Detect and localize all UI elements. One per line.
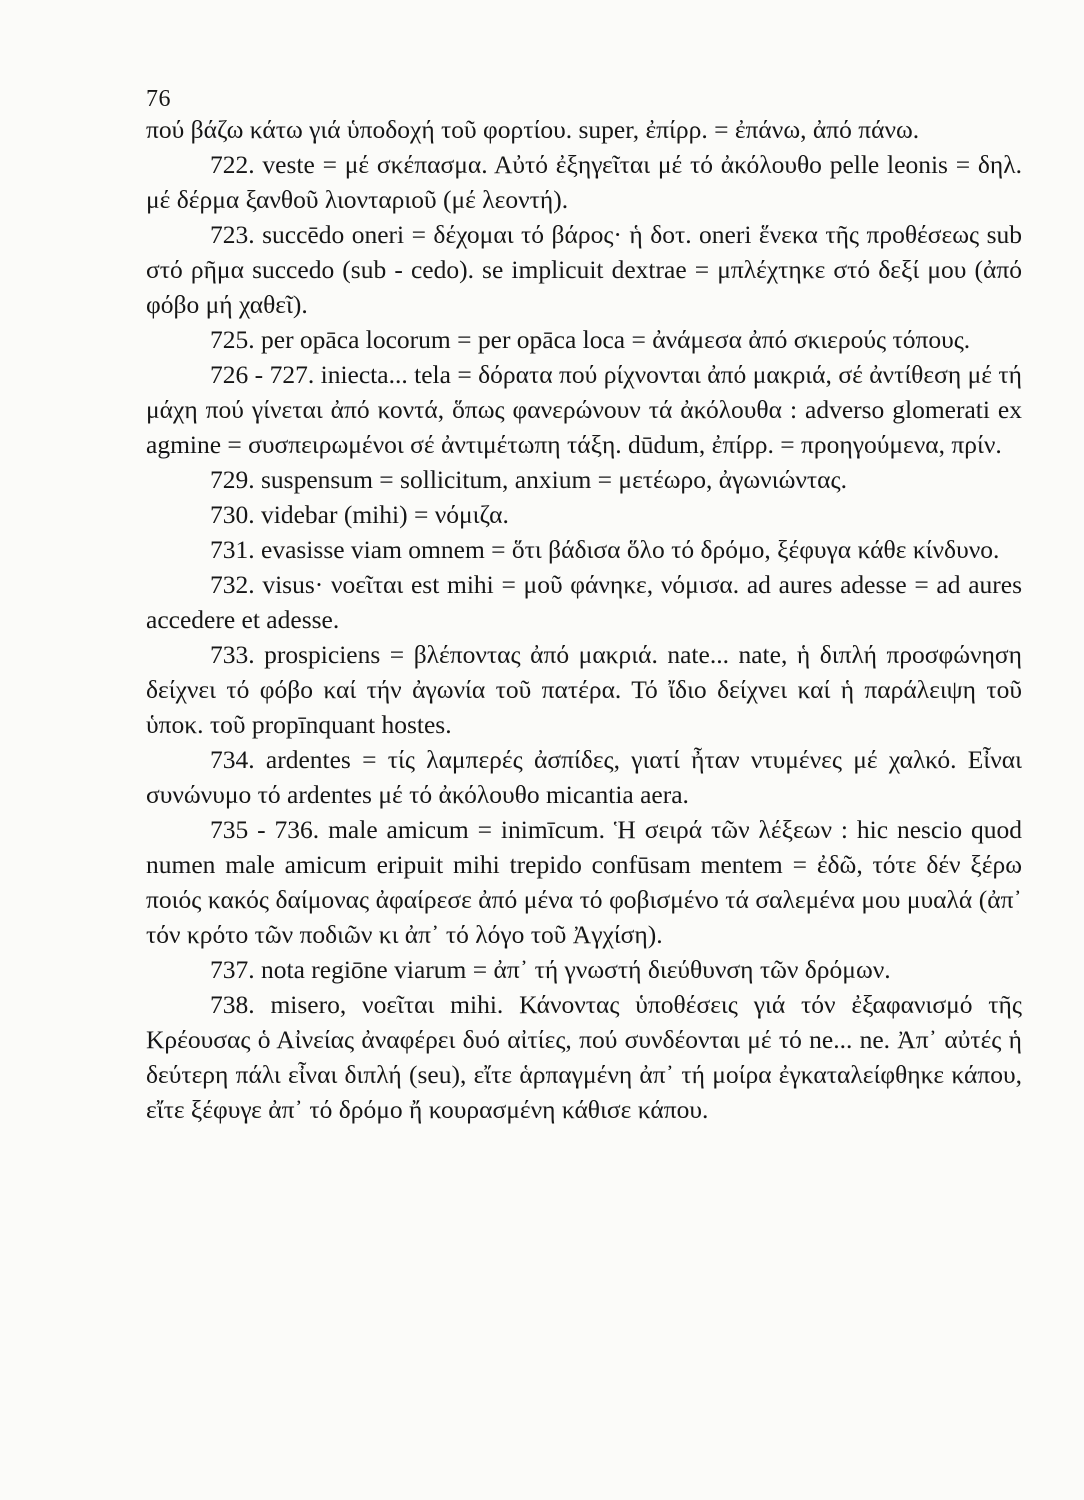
page-number: 76 <box>146 86 171 112</box>
note-734: 734. ardentes = τίς λαμπερές ἀσπίδες, γιατί ἦταν ντυμένες μέ χαλκό. Εἶναι συνώνυμο τό ardentes μέ τό ἀκόλουθο micantia aera. <box>146 745 1022 809</box>
note-729: 729. suspensum = sollicitum, anxium = μετέωρο, ἀγωνιώντας. <box>210 465 847 494</box>
note-737: 737. nota regiōne viarum = ἀπ᾽ τή γνωστή διεύθυνση τῶν δρόμων. <box>210 955 891 984</box>
note-732: 732. visus· νοεῖται est mihi = μοῦ φάνηκε, νόμισα. ad aures adesse = ad aures accedere et adesse. <box>146 570 1022 634</box>
note-733: 733. prospiciens = βλέποντας ἀπό μακριά. nate... nate, ἡ διπλή προσφώνηση δείχνει τό φόβο καί τήν ἀγωνία τοῦ πατέρα. Τό ἴδιο δείχνει καί ἡ παράλειψη τοῦ ὑποκ. τοῦ propīnquant hostes. <box>146 640 1022 739</box>
note-723: 723. succēdo oneri = δέχομαι τό βάρος· ἡ δοτ. oneri ἕνεκα τῆς προθέσεως sub στό ρῆμα succedo (sub - cedo). se implicuit dextrae = μπλέχτηκε στό δεξί μου (ἀπό φόβο μή χαθεῖ). <box>146 220 1022 319</box>
note-725: 725. per opāca locorum = per opāca loca = ἀνάμεσα ἀπό σκιερούς τόπους. <box>210 325 971 354</box>
note-735-736: 735 - 736. male amicum = inimīcum. Ἡ σειρά τῶν λέξεων : hic nescio quod numen male amicum eripuit mihi trepido confūsam mentem = ἐδῶ, τότε δέν ξέρω ποιός κακός δαίμονας ἀφαίρεσε ἀπό μένα τό φοβισμένο τά σαλεμένα μου μυαλά (ἀπ᾽ τόν κρότο τῶν ποδιῶν κι ἀπ᾽ τό λόγο τοῦ Ἀγχίση). <box>146 815 1022 949</box>
note-738: 738. misero, νοεῖται mihi. Κάνοντας ὑποθέσεις γιά τόν ἐξαφανισμό τῆς Κρέουσας ὁ Αἰνείας ἀναφέρει δυό αἰτίες, πού συνδέονται μέ τό ne... ne. Ἀπ᾽ αὐτές ἡ δεύτερη πάλι εἶναι διπλή (seu), εἴτε ἁρπαγμένη ἀπ᾽ τή μοίρα ἐγκαταλείφθηκε κάπου, εἴτε ξέφυγε ἀπ᾽ τό δρόμο ἤ κουρασμένη κάθισε κάπου. <box>146 990 1022 1124</box>
note-730: 730. videbar (mihi) = νόμιζα. <box>210 500 509 529</box>
commentary-text <box>146 112 1022 1127</box>
note-722: 722. veste = μέ σκέπασμα. Αὐτό ἐξηγεῖται μέ τό ἀκόλουθο pelle leonis = δηλ. μέ δέρμα ξανθοῦ λιονταριοῦ (μέ λεοντή). <box>146 150 1022 214</box>
note-731: 731. evasisse viam omnem = ὅτι βάδισα ὅλο τό δρόμο, ξέφυγα κάθε κίνδυνο. <box>210 535 1000 564</box>
note-726-727: 726 - 727. iniecta... tela = δόρατα πού ρίχνονται ἀπό μακριά, σέ ἀντίθεση μέ τή μάχη πού γίνεται ἀπό κοντά, ὅπως φανερώνουν τά ἀκόλουθα : adverso glomerati ex agmine = συσπειρωμένοι σέ ἀντιμέτωπη τάξη. dūdum, ἐπίρρ. = προηγούμενα, πρίν. <box>146 360 1022 459</box>
paragraph-continuation: πού βάζω κάτω γιά ὑποδοχή τοῦ φορτίου. super, ἐπίρρ. = ἐπάνω, ἀπό πάνω. <box>146 115 920 144</box>
